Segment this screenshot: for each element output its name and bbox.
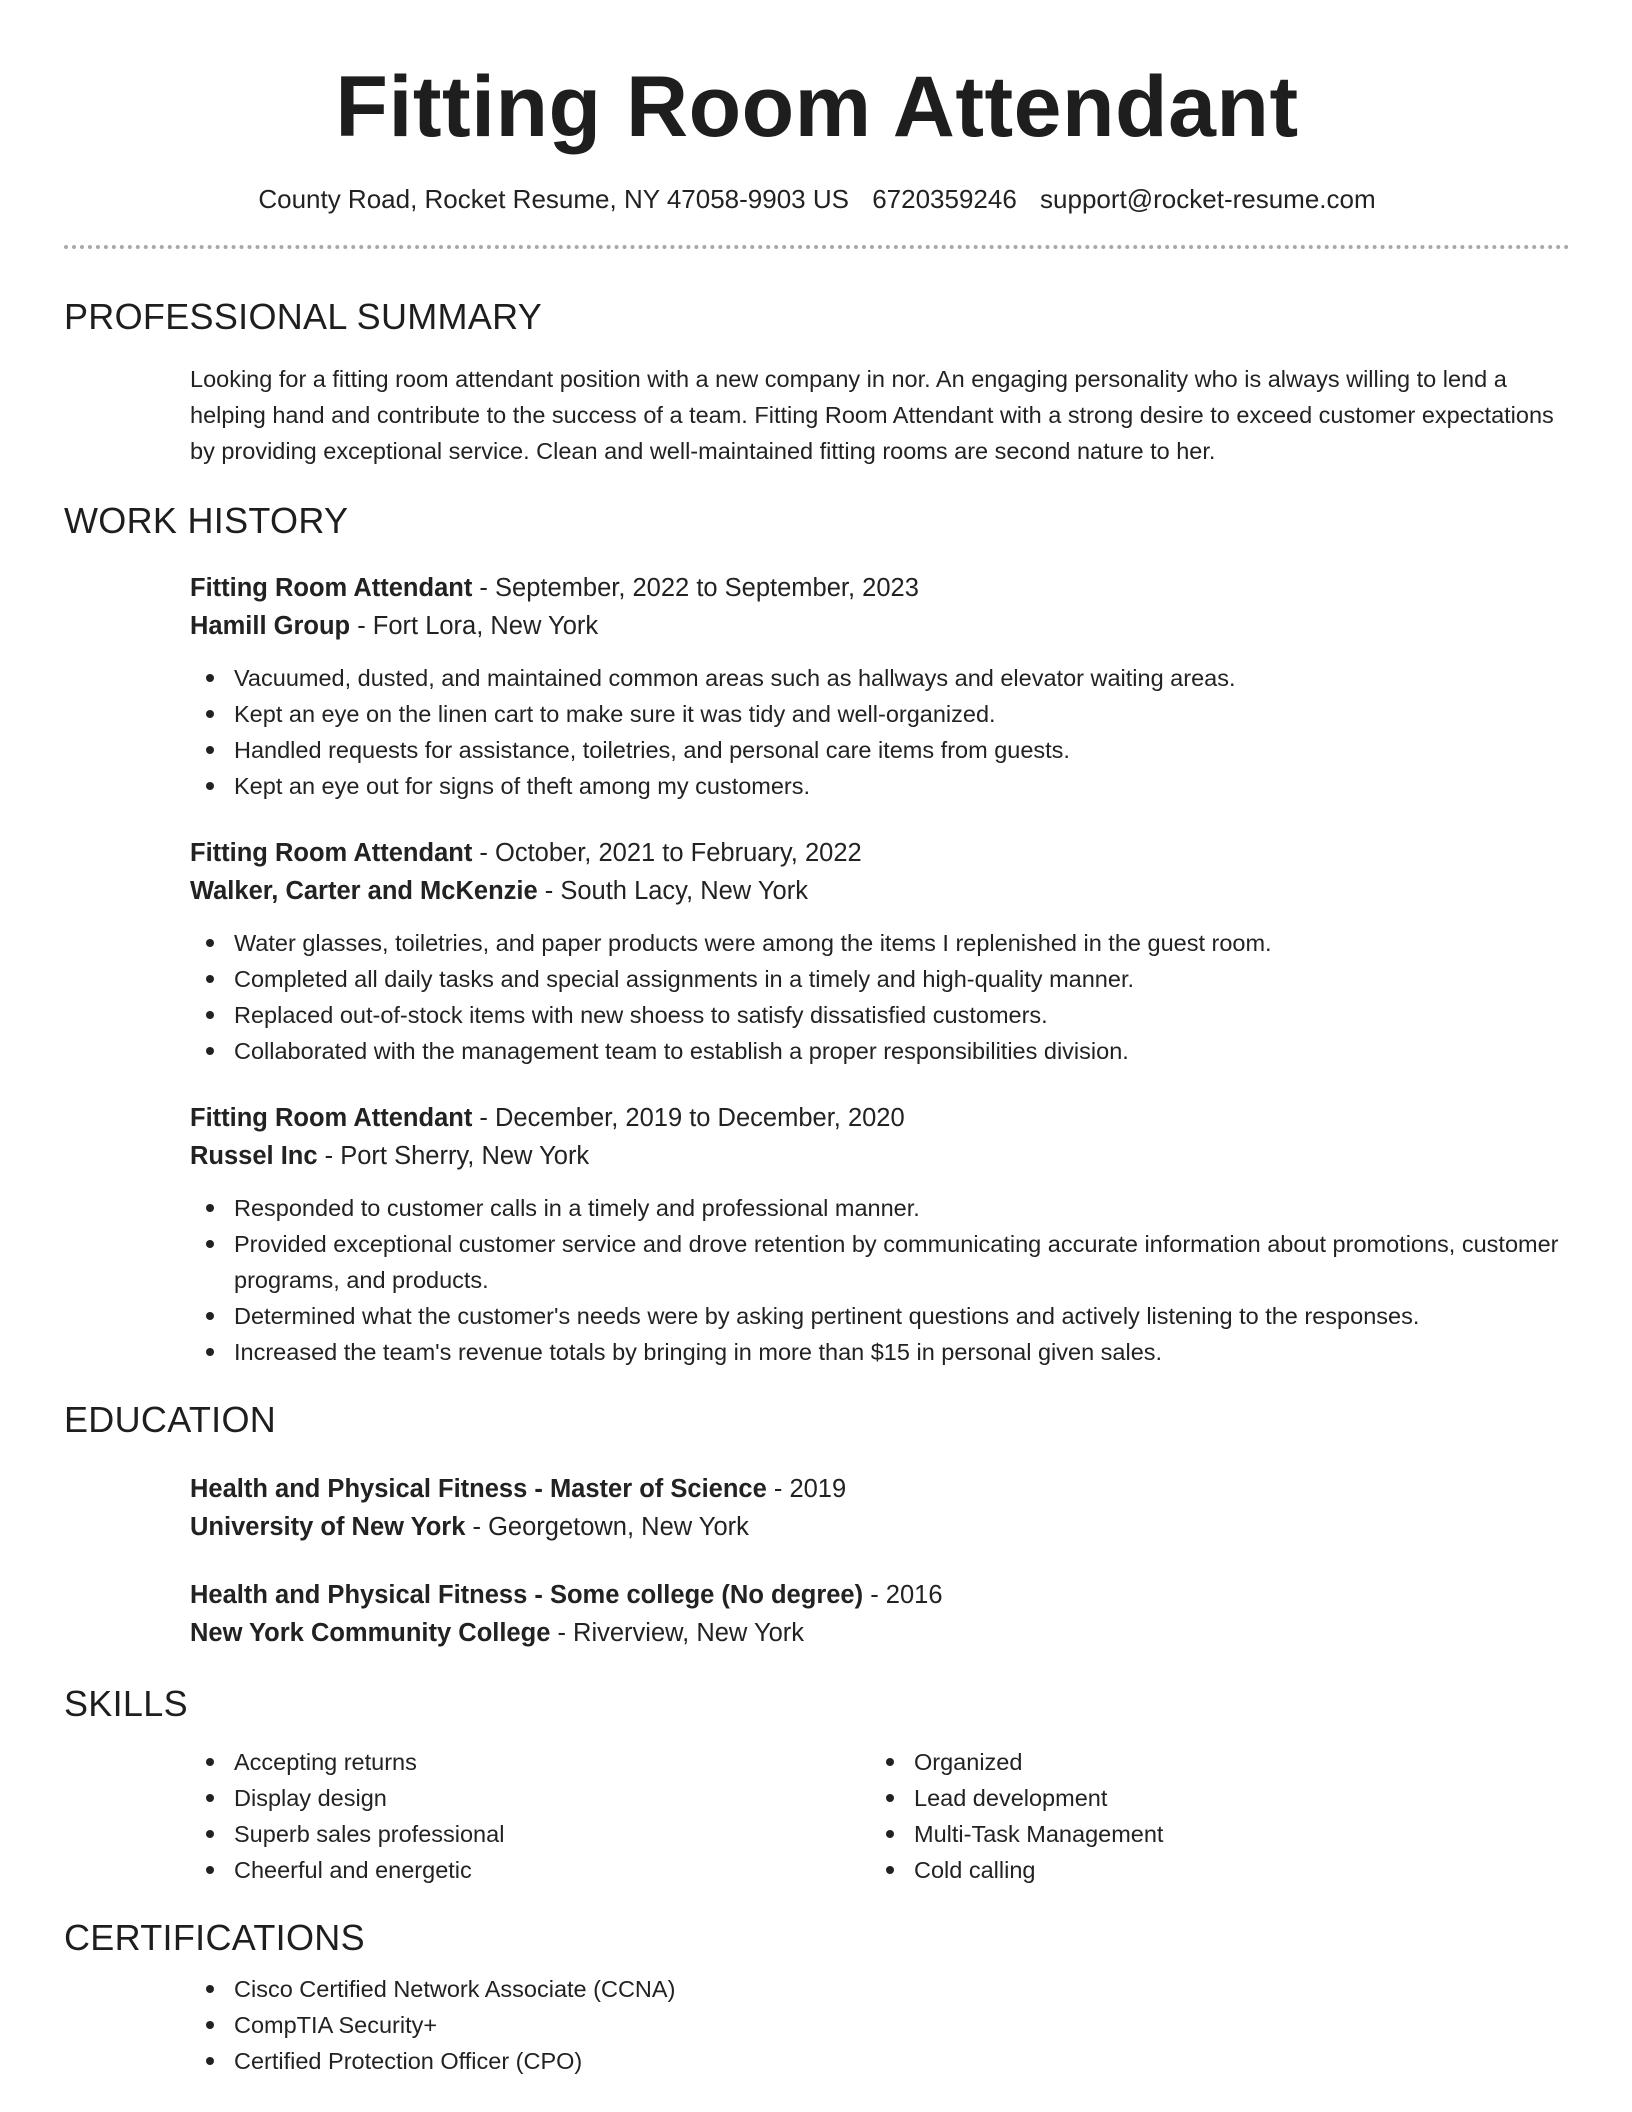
education-entry (190, 1470, 1570, 1546)
job-bullets (190, 1190, 1570, 1370)
skills-column-right (870, 1744, 1550, 1888)
summary-text: Looking for a fitting room attendant position with a new company in nor. An engaging personality who is always willing to lend a helping hand and contribute to the success of a team. Fitting Room Attendant with a strong desire to exceed customer expectations by providing exceptional service. Clean and well-maintained fitting rooms are second nature to her. (190, 366, 1554, 464)
list-item: Certified Protection Officer (CPO) (190, 2043, 1570, 2079)
education-entry (190, 1576, 1570, 1652)
education-school: New York Community College (190, 1619, 551, 1647)
list-item: Increased the team's revenue totals by bringing in more than $15 in personal given sales. (190, 1334, 1570, 1370)
education-location: - Georgetown, New York (465, 1513, 749, 1541)
job-location: - Port Sherry, New York (317, 1142, 590, 1170)
skills-heading: SKILLS (64, 1683, 188, 1724)
list-item: Water glasses, toiletries, and paper products were among the items I replenished in the guest room. (190, 925, 1570, 961)
certifications-heading: CERTIFICATIONS (64, 1917, 365, 1958)
list-item: Kept an eye out for signs of theft among my customers. (190, 768, 1570, 804)
list-item: Lead development (870, 1780, 1550, 1816)
job-dates: - December, 2019 to December, 2020 (472, 1104, 905, 1132)
education-school-line (190, 1508, 1570, 1546)
job-location: - South Lacy, New York (537, 877, 808, 905)
header-divider (64, 245, 1570, 249)
job-company: Walker, Carter and McKenzie (190, 877, 538, 905)
job-entry (190, 569, 1570, 804)
job-dates: - September, 2022 to September, 2023 (472, 574, 919, 602)
list-item: Responded to customer calls in a timely and professional manner. (190, 1190, 1570, 1226)
job-role: Fitting Room Attendant (190, 574, 473, 602)
list-item: Accepting returns (190, 1744, 870, 1780)
job-bullets (190, 925, 1570, 1069)
education-year: - 2019 (766, 1475, 847, 1503)
list-item: Collaborated with the management team to establish a proper responsibilities division. (190, 1033, 1570, 1069)
education-degree: Health and Physical Fitness - Some college (No degree) (190, 1581, 864, 1609)
resume-page (64, 0, 1570, 2079)
list-item: Superb sales professional (190, 1816, 870, 1852)
job-title-line (190, 834, 1570, 872)
list-item: Determined what the customer's needs were by asking pertinent questions and actively listening to the responses. (190, 1298, 1570, 1334)
job-company: Russel Inc (190, 1142, 318, 1170)
contact-address: County Road, Rocket Resume, NY 47058-9903 US (258, 184, 849, 214)
job-entry (190, 1099, 1570, 1370)
job-title-line (190, 1099, 1570, 1137)
job-dates: - October, 2021 to February, 2022 (472, 839, 862, 867)
list-item: Handled requests for assistance, toiletries, and personal care items from guests. (190, 732, 1570, 768)
contact-phone: 6720359246 (872, 184, 1017, 214)
list-item: Cisco Certified Network Associate (CCNA) (190, 1971, 1570, 2007)
list-item: Organized (870, 1744, 1550, 1780)
list-item: Multi-Task Management (870, 1816, 1550, 1852)
work-history-heading: WORK HISTORY (64, 500, 349, 541)
education-year: - 2016 (863, 1581, 943, 1609)
education-school: University of New York (190, 1513, 466, 1541)
job-location: - Fort Lora, New York (350, 612, 599, 640)
job-bullets (190, 660, 1570, 804)
list-item: Display design (190, 1780, 870, 1816)
job-company-line (190, 1137, 1570, 1175)
list-item: Replaced out-of-stock items with new shoess to satisfy dissatisfied customers. (190, 997, 1570, 1033)
job-company-line (190, 872, 1570, 910)
certifications-list (190, 1971, 1570, 2079)
contact-email: support@rocket-resume.com (1040, 184, 1376, 214)
education-location: - Riverview, New York (550, 1619, 805, 1647)
education-degree-line (190, 1470, 1570, 1508)
candidate-name: Fitting Room Attendant (335, 59, 1299, 155)
skills-column-left (190, 1744, 870, 1888)
list-item: Vacuumed, dusted, and maintained common areas such as hallways and elevator waiting areas. (190, 660, 1570, 696)
list-item: Kept an eye on the linen cart to make sure it was tidy and well-organized. (190, 696, 1570, 732)
job-role: Fitting Room Attendant (190, 839, 473, 867)
list-item: Completed all daily tasks and special assignments in a timely and high-quality manner. (190, 961, 1570, 997)
list-item: CompTIA Security+ (190, 2007, 1570, 2043)
job-company-line (190, 607, 1570, 645)
education-degree-line (190, 1576, 1570, 1614)
job-title-line (190, 569, 1570, 607)
job-company: Hamill Group (190, 612, 351, 640)
skills-grid (190, 1744, 1570, 1888)
education-degree: Health and Physical Fitness - Master of Science (190, 1475, 767, 1503)
job-entry (190, 834, 1570, 1069)
job-role: Fitting Room Attendant (190, 1104, 473, 1132)
summary-heading: PROFESSIONAL SUMMARY (64, 296, 543, 337)
list-item: Provided exceptional customer service and drove retention by communicating accurate information about promotions, customer programs, and products. (190, 1226, 1570, 1298)
contact-line (64, 184, 1570, 215)
education-school-line (190, 1614, 1570, 1652)
list-item: Cold calling (870, 1852, 1550, 1888)
list-item: Cheerful and energetic (190, 1852, 870, 1888)
education-heading: EDUCATION (64, 1399, 277, 1440)
